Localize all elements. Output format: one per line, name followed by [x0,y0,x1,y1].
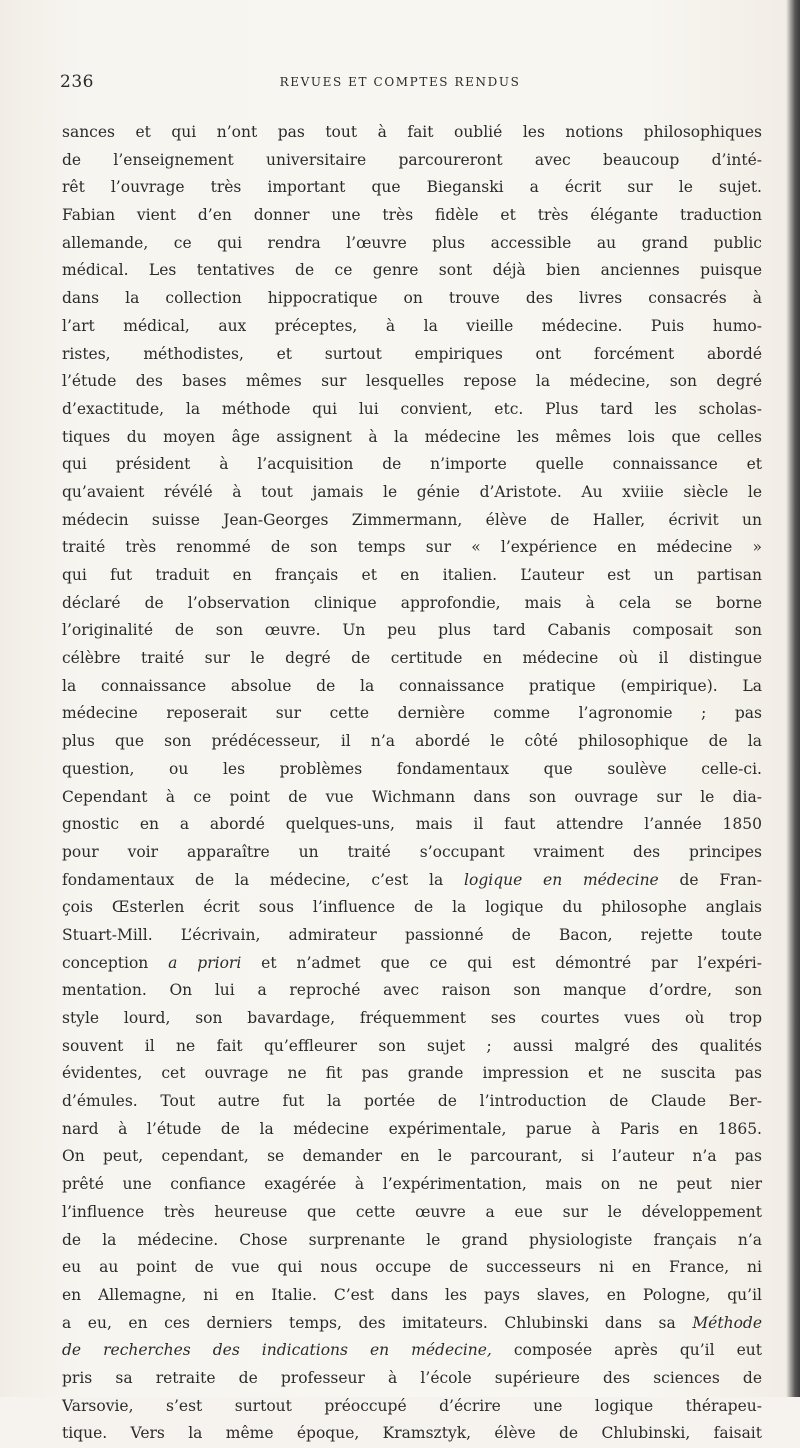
text-line: d’émules. Tout autre fut la portée de l’introduction de Claude Ber- [62,1092,762,1111]
text-line: l’étude des bases mêmes sur lesquelles repose la médecine, son degré [62,372,762,391]
text-line: l’influence très heureuse que cette œuvre a eue sur le développement [62,1202,762,1221]
text-line: Stuart-Mill. L’écrivain, admirateur passionné de Bacon, rejette toute [62,925,762,944]
text-line: qu’avaient révélé à tout jamais le génie d’Aristote. Au xviiie siècle le [62,482,762,501]
text-line: allemande, ce qui rendra l’œuvre plus accessible au grand public [62,233,762,252]
text-segment: de Fran- [658,870,762,889]
text-line: la connaissance absolue de la connaissance pratique (empirique). La [62,676,762,695]
text-segment: composée après qu’il eut [491,1341,762,1360]
text-line: traité très renommé de son temps sur « l’expérience en médecine » [62,538,762,557]
text-segment: a eu, en ces derniers temps, des imitateurs. Chlubinski dans sa [62,1313,693,1332]
text-line: Varsovie, s’est surtout préoccupé d’écrire une logique thérapeu- [62,1396,762,1415]
text-line: mentation. On lui a reproché avec raison son manque d’ordre, son [62,981,762,1000]
text-line: ristes, méthodistes, et surtout empiriques ont forcément abordé [62,344,762,363]
text-line: tique. Vers la même époque, Kramsztyk, élève de Chlubinski, faisait [62,1424,762,1443]
text-line: gnostic en a abordé quelques-uns, mais il faut attendre l’année 1850 [62,815,762,834]
text-line: en Allemagne, ni en Italie. C’est dans les pays slaves, en Pologne, qu’il [62,1285,762,1304]
running-header-title: REVUES ET COMPTES RENDUS [279,75,521,89]
text-line: Cependant à ce point de vue Wichmann dans son ouvrage sur le dia- [62,787,762,806]
text-line: style lourd, son bavardage, fréquemment ses courtes vues où trop [62,1009,762,1027]
text-line: souvent il ne fait qu’effleurer son sujet ; aussi malgré des qualités [62,1036,762,1055]
text-line: qui fut traduit en français et en italien. L’auteur est un partisan [62,566,762,584]
text-line: de la médecine. Chose surprenante le grand physiologiste français n’a [62,1230,762,1249]
text-segment: et n’admet que ce qui est démontré par l’expéri- [241,953,763,972]
text-line [62,867,762,895]
binding-shadow [786,0,800,1397]
text-line [62,950,762,978]
text-line: nard à l’étude de la médecine expérimentale, parue à Paris en 1865. [62,1119,762,1138]
text-line: question, ou les problèmes fondamentaux que soulève celle-ci. [62,759,762,778]
running-header [40,72,760,98]
text-line: dans la collection hippocratique on trouve des livres consacrés à [62,289,762,308]
text-line: qui président à l’acquisition de n’importe quelle connaissance et [62,455,762,474]
italic-title: Méthode [692,1313,762,1332]
text-line: évidentes, cet ouvrage ne fit pas grande impression et ne suscita pas [62,1064,762,1083]
text-line: médecin suisse Jean-Georges Zimmermann, élève de Haller, écrivit un [62,510,762,529]
text-line: sances et qui n’ont pas tout à fait oublié les notions philosophiques [62,123,762,141]
text-line: d’exactitude, la méthode qui lui convient, etc. Plus tard les scholas- [62,399,762,418]
body-text [62,119,762,1448]
text-line: prêté une confiance exagérée à l’expérimentation, mais on ne peut nier [62,1175,762,1194]
text-line: On peut, cependant, se demander en le parcourant, si l’auteur n’a pas [62,1147,762,1166]
text-line [62,1337,762,1365]
text-line: tiques du moyen âge assignent à la médecine les mêmes lois que celles [62,427,762,446]
text-line: de l’enseignement universitaire parcoureront avec beaucoup d’inté- [62,150,762,169]
text-line: pris sa retraite de professeur à l’école supérieure des sciences de [62,1368,762,1387]
text-line: médical. Les tentatives de ce genre sont déjà bien anciennes puisque [62,261,762,280]
text-line: l’art médical, aux préceptes, à la vieille médecine. Puis humo- [62,316,762,335]
text-line: eu au point de vue qui nous occupe de successeurs ni en France, ni [62,1258,762,1277]
text-line: médecine reposerait sur cette dernière comme l’agronomie ; pas [62,704,762,723]
text-line: déclaré de l’observation clinique approfondie, mais à cela se borne [62,593,762,612]
text-line: l’originalité de son œuvre. Un peu plus tard Cabanis composait son [62,621,762,640]
italic-title: logique en médecine [464,870,659,889]
text-line [62,1310,762,1338]
italic-title: de recherches des indications en médecine, [62,1341,492,1360]
text-segment: fondamentaux de la médecine, c’est la [62,870,465,889]
text-line: çois Œsterlen écrit sous l’influence de la logique du philosophe anglais [62,898,762,917]
text-line: rêt l’ouvrage très important que Bieganski a écrit sur le sujet. [62,178,762,197]
text-line: pour voir apparaître un traité s’occupant vraiment des principes [62,842,762,861]
text-segment: conception [62,953,169,972]
page-number: 236 [60,72,94,92]
text-line: plus que son prédécesseur, il n’a abordé le côté philosophique de la [62,732,762,751]
text-line: célèbre traité sur le degré de certitude en médecine où il distingue [62,649,762,668]
text-line: Fabian vient d’en donner une très fidèle et très élégante traduction [62,206,762,225]
italic-title: a priori [168,953,242,972]
